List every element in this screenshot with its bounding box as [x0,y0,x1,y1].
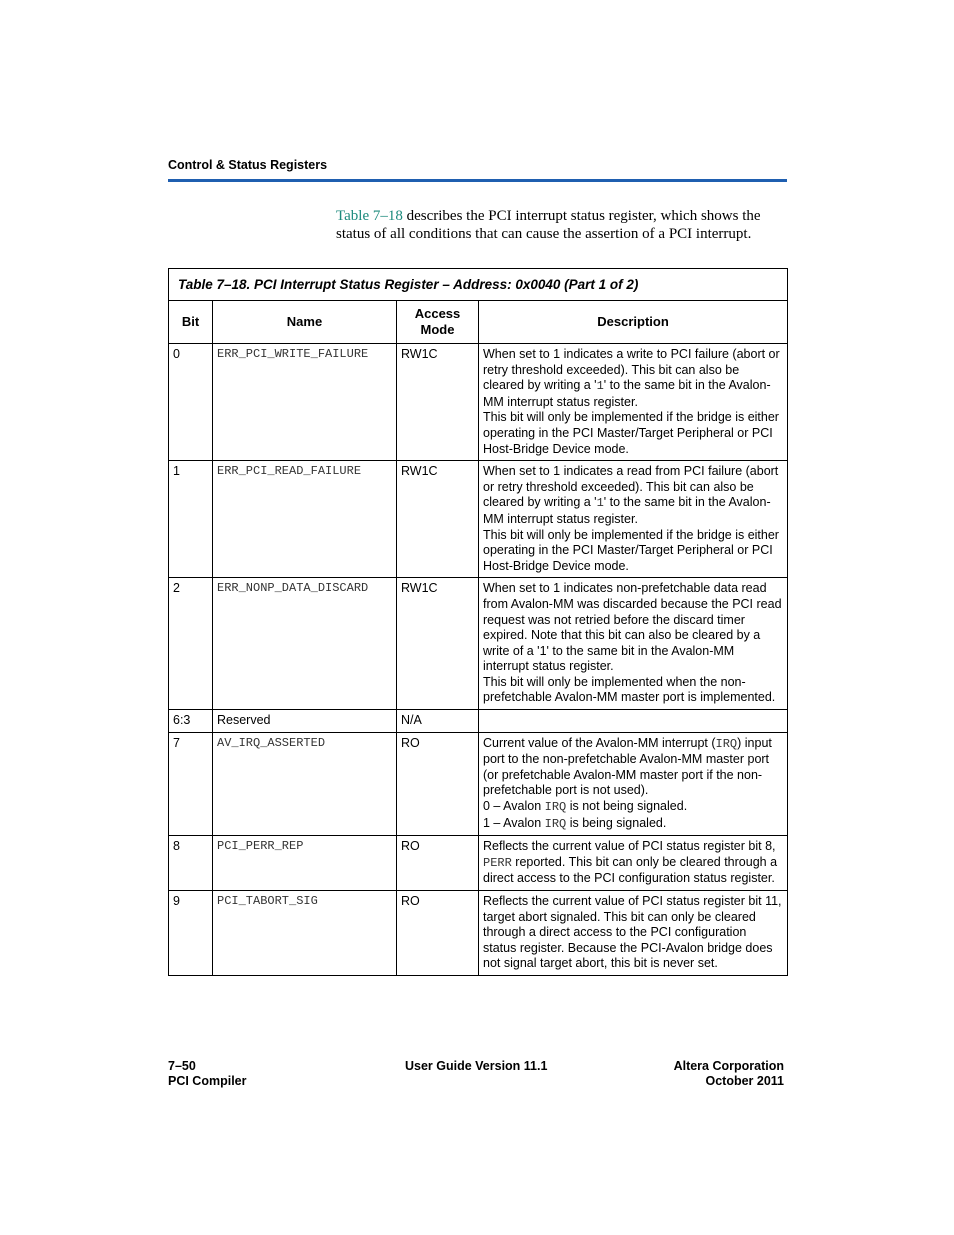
cell-description [479,461,788,578]
page-number: 7–50 [168,1059,196,1073]
cell-description [479,891,788,976]
cell-bit: 6:3 [169,710,213,733]
description-text: ) input port to the non-prefetchable Avalon-MM master port (or prefetchable Avalon-MM master port if the non-prefetchable port is not used). [483,735,772,798]
description-text: This bit will only be implemented if the bridge is either operating in the PCI Master/Target Peripheral or PCI Host-Bridge Device mode. [483,527,779,573]
table-caption: Table 7–18. PCI Interrupt Status Register – Address: 0x0040 (Part 1 of 2) [169,269,788,301]
description-paragraph [483,675,783,706]
cell-access-mode: N/A [397,710,479,733]
cell-register-name: ERR_NONP_DATA_DISCARD [213,578,397,710]
cell-register-name: AV_IRQ_ASSERTED [213,732,397,836]
register-table [168,268,788,976]
code-token: 1 [596,496,604,511]
intro-text: describes the PCI interrupt status register, which shows the status of all conditions that can cause the assertion of a PCI interrupt. [336,208,761,242]
table-reference-link[interactable]: Table 7–18 [336,208,403,224]
register-table-body [169,344,788,976]
code-token: 1 [596,379,604,394]
description-paragraph [483,816,783,833]
cell-access-mode: RO [397,891,479,976]
intro-paragraph [336,207,786,243]
cell-register-name: Reserved [213,710,397,733]
table-row [169,578,788,710]
description-paragraph [483,839,783,887]
description-text: 0 – Avalon [483,799,545,814]
cell-bit: 8 [169,836,213,891]
cell-bit: 2 [169,578,213,710]
company-name: Altera Corporation [673,1059,784,1073]
table-row [169,710,788,733]
table-row [169,732,788,836]
cell-access-mode: RW1C [397,344,479,461]
description-paragraph [483,736,783,799]
cell-access-mode: RW1C [397,578,479,710]
code-token: IRQ [715,736,738,751]
cell-register-name: ERR_PCI_READ_FAILURE [213,461,397,578]
description-paragraph [483,528,783,575]
cell-description [479,344,788,461]
page-section-title: Control & Status Registers [168,158,328,172]
cell-register-name: ERR_PCI_WRITE_FAILURE [213,344,397,461]
cell-description [479,732,788,836]
product-name: PCI Compiler [168,1074,247,1088]
description-text: Reflects the current value of PCI status register bit 11, target abort signaled. This bit can only be cleared through a direct access to the PCI configuration status register. Because the PCI-Avalon bridge does not signal target abort, this bit is never set. [483,894,782,971]
column-header-bit: Bit [169,301,213,344]
column-header-description: Description [479,301,788,344]
code-token: IRQ [544,816,567,831]
cell-access-mode: RO [397,836,479,891]
cell-register-name: PCI_PERR_REP [213,836,397,891]
description-text: reported. This bit can only be cleared through a direct access to the PCI configuration status register. [483,854,778,886]
footer-left [168,1059,247,1089]
code-token: PERR [483,855,512,870]
description-paragraph [483,581,783,675]
description-text: When set to 1 indicates non-prefetchable data read from Avalon-MM was discarded because the PCI read request was not retried before the discard timer expired. Note that this bit can also be cleared by a write of a '1' to the same bit in the Avalon-MM interrupt status register. [483,581,782,674]
description-paragraph [483,464,783,527]
description-paragraph [483,410,783,457]
cell-description [479,836,788,891]
table-row [169,461,788,578]
description-text: Current value of the Avalon-MM interrupt ( [483,735,716,750]
cell-access-mode: RW1C [397,461,479,578]
table-row [169,836,788,891]
cell-description [479,578,788,710]
description-text: is being signaled. [566,815,667,830]
cell-description [479,710,788,733]
guide-version: User Guide Version 11.1 [405,1059,548,1073]
description-text: When set to 1 indicates a read from PCI failure (abort or retry threshold exceeded). This bit can also be cleared by writing a ' [483,464,779,510]
description-text: ' to the same bit in the Avalon-MM interrupt status register. [483,495,771,526]
column-header-name: Name [213,301,397,344]
footer-right [674,1059,784,1089]
cell-bit: 0 [169,344,213,461]
column-header-access-mode: Access Mode [397,301,479,344]
description-text: Reflects the current value of PCI status register bit 8, [483,839,776,854]
description-text: 1 – Avalon [483,815,545,830]
description-text: This bit will only be implemented if the bridge is either operating in the PCI Master/Target Peripheral or PCI Host-Bridge Device mode. [483,410,779,456]
description-text: is not being signaled. [566,799,688,814]
footer-center [405,1059,547,1074]
cell-bit: 1 [169,461,213,578]
description-paragraph [483,799,783,816]
cell-bit: 7 [169,732,213,836]
cell-bit: 9 [169,891,213,976]
header-rule [168,179,787,182]
cell-access-mode: RO [397,732,479,836]
cell-register-name: PCI_TABORT_SIG [213,891,397,976]
table-row [169,344,788,461]
table-row [169,891,788,976]
description-paragraph [483,347,783,410]
publication-date: October 2011 [705,1074,784,1088]
description-paragraph [483,894,783,972]
code-token: IRQ [544,800,567,815]
description-text: This bit will only be implemented when the non-prefetchable Avalon-MM master port is implemented. [483,674,776,705]
description-text: When set to 1 indicates a write to PCI failure (abort or retry threshold exceeded). This bit can also be cleared by writing a ' [483,347,780,393]
description-text: ' to the same bit in the Avalon-MM interrupt status register. [483,378,771,409]
